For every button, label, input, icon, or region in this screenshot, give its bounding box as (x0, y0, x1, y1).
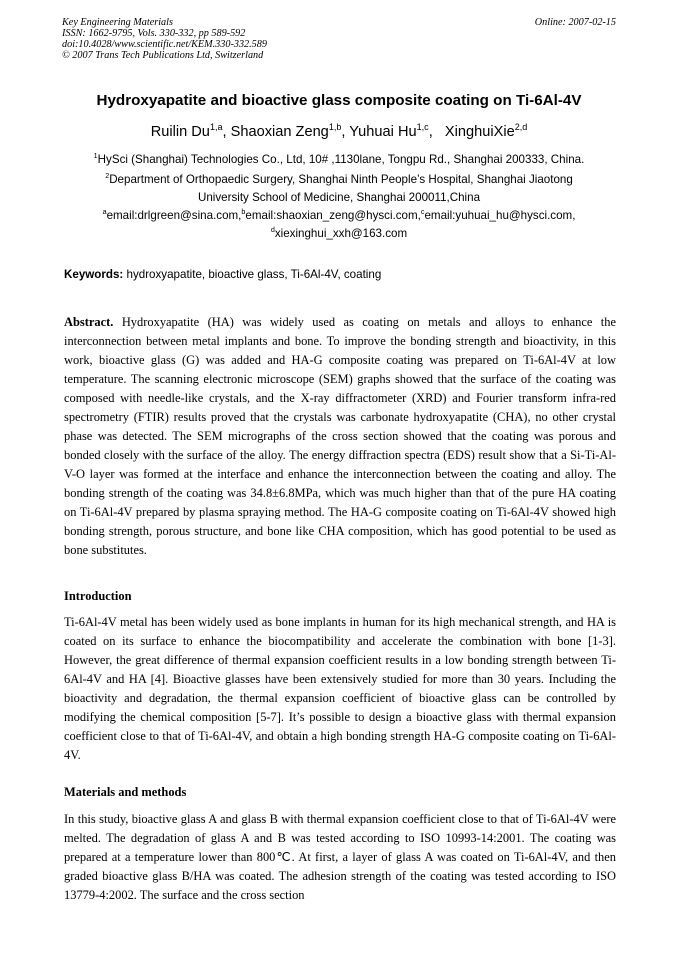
email-sup: a (102, 207, 107, 217)
email-text: email:drlgreen@sina.com, (106, 209, 242, 222)
author-name: Ruilin Du (150, 124, 210, 140)
journal-issn: ISSN: 1662-9795, Vols. 330-332, pp 589-592 (62, 28, 246, 39)
paper-title: Hydroxyapatite and bioactive glass composite coating on Ti-6Al-4V (96, 92, 582, 109)
affiliation-2-line2: University School of Medicine, Shanghai 200011,China (197, 191, 481, 204)
author-name: XinghuiXie (444, 124, 515, 140)
author-name: Yuhuai Hu (349, 124, 417, 140)
email-line-1 (52, 206, 626, 226)
author-list: Ruilin Du$^{1,a}$, Shaoxian Zeng$^{1,b}$, Yuhuai Hu$^{1,c}$, XinghuiXie$^{2,d}$ (150, 122, 528, 140)
email-text: xiexinghui_xxh@163.com (274, 227, 408, 240)
author-sup: 1,c (416, 122, 429, 133)
abstract-label: Abstract. (64, 315, 114, 329)
author-name: Shaoxian Zeng (230, 124, 329, 140)
journal-copyright: © 2007 Trans Tech Publications Ltd, Switzerland (62, 50, 264, 61)
affiliation-2 (52, 170, 626, 190)
email-text: email:yuhuai_hu@hysci.com, (424, 209, 576, 222)
email-text: email:shaoxian_zeng@hysci.com, (245, 209, 421, 222)
keywords-text: hydroxyapatite, bioactive glass, Ti-6Al-4V, coating (123, 268, 382, 281)
affiliation-1 (52, 150, 626, 170)
email-line-2 (52, 224, 626, 244)
affiliation-sup: 2 (105, 171, 110, 181)
affiliation-text: Department of Orthopaedic Surgery, Shanghai Ninth People’s Hospital, Shanghai Jiaotong (109, 173, 573, 186)
author-sup: 1,a (209, 122, 223, 133)
abstract (64, 313, 616, 560)
methods-heading: Materials and methods (64, 785, 187, 799)
methods-text: In this study, bioactive glass A and glass B with thermal expansion coefficient close to that of Ti-6Al-4V were melted. The degradation of glass A and B was tested according to ISO 10993-14:2001. The coating was prepared at a temperature lower than 800℃. At first, a layer of glass A was coated on Ti-6Al-4V, and then graded bioactive glass B/HA was coated. The adhesion strength of the coating was tested according to ISO 13779-4:2002. The surface and the cross section (64, 812, 616, 902)
affiliation-sup: 1 (93, 151, 98, 161)
affiliation-text: HySci (Shanghai) Technologies Co., Ltd, 10# ,1130lane, Tongpu Rd., Shanghai 200333, China. (97, 153, 585, 166)
abstract-text: Hydroxyapatite (HA) was widely used as coating on metals and alloys to enhance the interconnection between metal implants and bone. To improve the bonding strength and bioactivity, in this work, bioactive glass (G) was added and HA-G composite coating was prepared on Ti-6Al-4V at low temperature. The scanning electronic microscope (SEM) graphs showed that the surface of the coating was composed with needle-like crystals, and the X-ray diffractometer (XRD) and Fourier transform infra-red spectrometry (FTIR) results proved that the crystals was carbonate hydroxyapatite (CHA), no other crystal phase was detected. The SEM micrographs of the cross section showed that the coating was porous and bonded closely with the surface of the alloy. The energy diffraction spectra (EDS) result show that a Si-Ti-Al-V-O layer was formed at the interface and enhance the interconnection between the coating and alloy. The bonding strength of the coating was 34.8±6.8MPa, which was much higher than that of the pure HA coating on Ti-6Al-4V prepared by plasma spraying method. The HA-G composite coating on Ti-6Al-4V showed high bonding strength, porous structure, and bone like CHA composition, which has good potential to be used as bone substitutes. (64, 315, 616, 557)
online-date: Online: 2007-02-15 (534, 17, 616, 28)
journal-name: Key Engineering Materials (62, 17, 173, 28)
keywords (64, 268, 616, 281)
email-sup: b (241, 207, 246, 217)
journal-header (62, 17, 616, 61)
introduction-heading: Introduction (64, 589, 132, 603)
email-sup: c (420, 207, 425, 217)
email-sup: d (270, 225, 275, 235)
keywords-label: Keywords: (64, 268, 124, 281)
author-sup: 2,d (514, 122, 528, 133)
introduction-text: Ti-6Al-4V metal has been widely used as bone implants in human for its high mechanical strength, and HA is coated on its surface to enhance the biocompatibility and accelerate the combination with bone [1-3]. However, the great difference of thermal expansion coefficient results in a low bonding strength between Ti-6Al-4V and HA [4]. Bioactive glasses have been extensively studied for more than 30 years. Including the bioactivity and degradation, the thermal expansion coefficient of bioactive glass can be controlled by modifying the chemical composition [5-7]. It’s possible to design a bioactive glass with thermal expansion coefficient close to that of Ti-6Al-4V, and obtain a high bonding strength HA-G composite coating on Ti-6Al-4V. (64, 615, 616, 762)
author-sup: 1,b (328, 122, 342, 133)
journal-doi: doi:10.4028/www.scientific.net/KEM.330-332.589 (62, 39, 267, 50)
